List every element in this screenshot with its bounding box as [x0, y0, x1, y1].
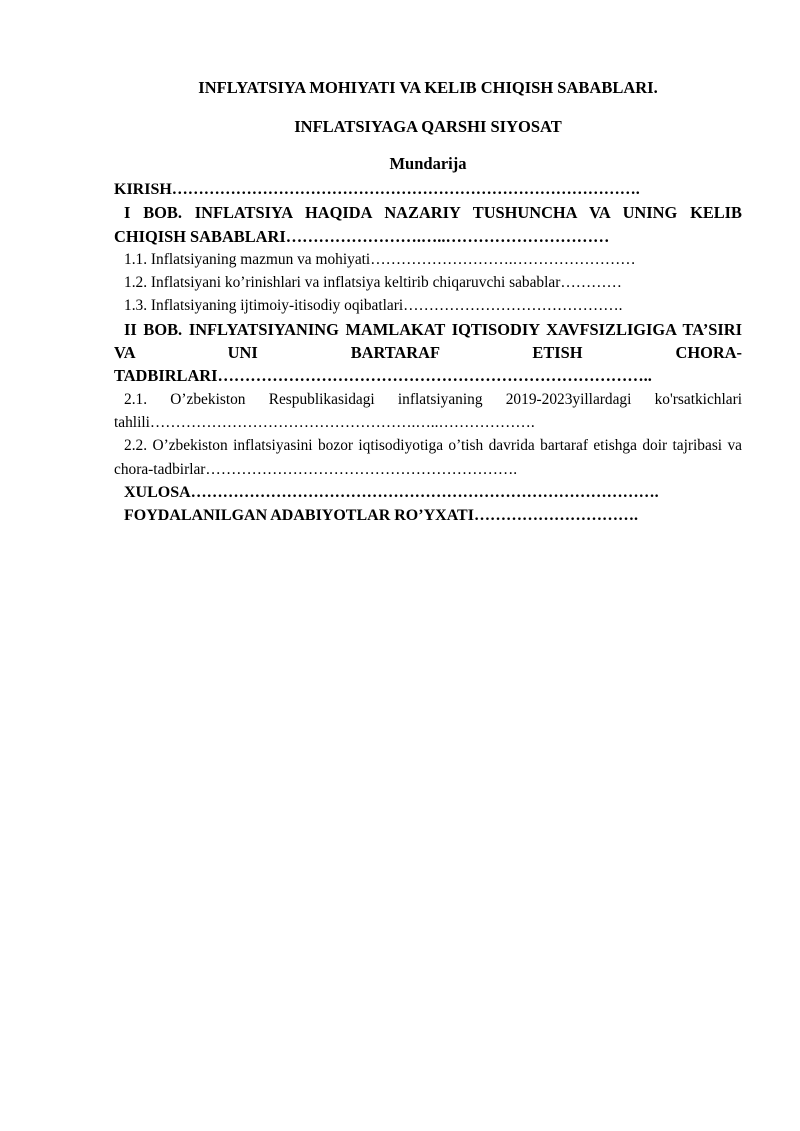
toc-entry-references: FOYDALANILGAN ADABIYOTLAR RO’YXATI…………………………. [124, 507, 638, 525]
toc-entry-section-2-2: 2.2. O’zbekiston inflatsiyasini bozor iqtisodiyotiga o’tish davrida bartaraf etishga doir tajribasi va chora-tadbirlar……………………………………………………. [114, 437, 742, 478]
toc-entry-section-1-3: 1.3. Inflatsiyaning ijtimoiy-itisodiy oqibatlari……………………………………. [124, 297, 623, 315]
toc-entry-section-1-2: 1.2. Inflatsiyani ko’rinishlari va inflatsiya keltirib chiqaruvchi sabablar………… [124, 274, 622, 292]
table-of-contents [114, 178, 742, 527]
toc-entry-intro: KIRISH……………………………………………………………………………. [114, 181, 640, 198]
toc-entry-section-1-1: 1.1. Inflatsiyaning mazmun va mohiyati……………………….…………………… [124, 250, 636, 268]
toc-entry-chapter-1: I BOB. INFLATSIYA HAQIDA NAZARIY TUSHUNCHA VA UNING KELIB CHIQISH SABABLARI…………………….…..………………………… [114, 203, 742, 246]
toc-entry-conclusion: XULOSA……………………………………………………………………………. [124, 483, 659, 501]
toc-entry-section-2-1: 2.1. O’zbekiston Respublikasidagi inflatsiyaning 2019-2023yillardagi ko'rsatkichlari tahlili…………………………………………….…..………………. [114, 390, 742, 431]
toc-entry-chapter-2: II BOB. INFLYATSIYANING MAMLAKAT IQTISODIY XAVFSIZLIGIGA TA’SIRI VA UNI BARTARAF ETISH CHORA-TADBIRLARI…………………………………………………………………….. [114, 319, 742, 386]
document-title-line-2: INFLATSIYAGA QARSHI SIYOSAT [294, 117, 562, 136]
contents-heading: Mundarija [389, 154, 467, 173]
document-title-line-1: INFLYATSIYA MOHIYATI VA KELIB CHIQISH SABABLARI. [198, 78, 658, 97]
